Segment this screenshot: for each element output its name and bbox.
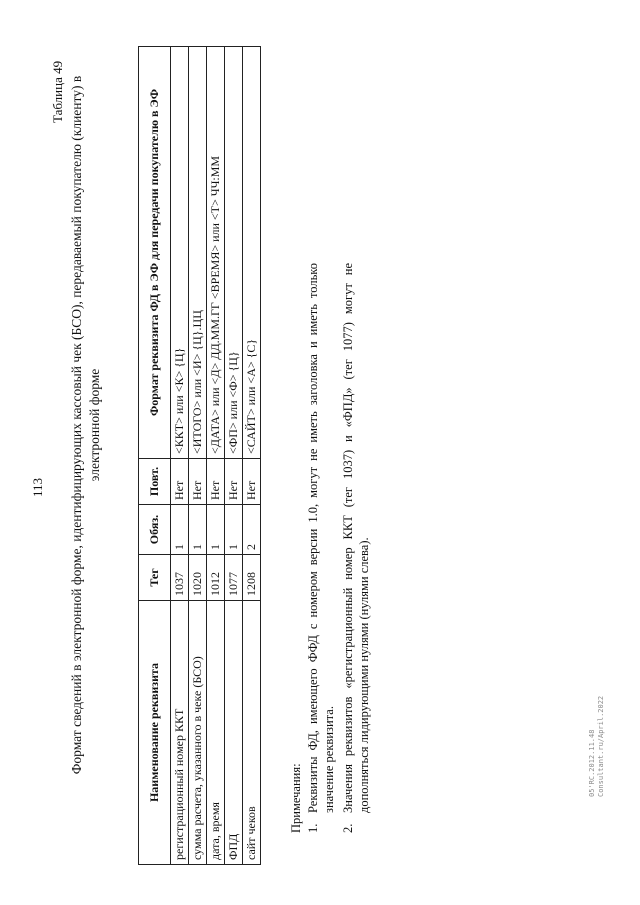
cell-repeat: Нет	[189, 459, 207, 505]
cell-name: регистрационный номер ККТ	[171, 601, 189, 865]
cell-name: ФПД	[225, 601, 243, 865]
table-row	[171, 47, 189, 865]
stamp-line: Consultant.ru/Аpril.2022	[597, 695, 605, 797]
cell-repeat: Нет	[243, 459, 261, 505]
notes-section	[288, 263, 375, 833]
cell-name: дата, время	[207, 601, 225, 865]
header-mandatory: Обяз.	[139, 505, 171, 555]
table-row	[225, 47, 243, 865]
table-row	[207, 47, 225, 865]
cell-format: <ФП> или <Ф> {Ц}	[225, 47, 243, 459]
cell-repeat: Нет	[171, 459, 189, 505]
table-title: Формат сведений в электронной форме, идентифицирующих кассовый чек (БСО), передаваемый покупателю (клиенту) в электронной форме	[69, 75, 102, 775]
cell-name: сайт чеков	[243, 601, 261, 865]
cell-tag: 1037	[171, 555, 189, 601]
cell-mandatory: 1	[225, 505, 243, 555]
note-item	[305, 263, 337, 833]
table-label: Таблица 49	[50, 60, 65, 123]
cell-name: сумма расчета, указанного в чеке (БСО)	[189, 601, 207, 865]
table-row	[243, 47, 261, 865]
header-repeat: Повт.	[139, 459, 171, 505]
note-number: 2.	[341, 823, 355, 833]
notes-heading: Примечания:	[289, 763, 303, 833]
note-text: Реквизиты ФД, имеющего ФФД с номером версии 1.0, могут не иметь заголовка и иметь только значение реквизита.	[306, 263, 336, 813]
cell-mandatory: 1	[207, 505, 225, 555]
header-format: Формат реквизита ФД в ЭФ для передачи покупателю в ЭФ	[139, 47, 171, 459]
cell-format: <САЙТ> или <А> {С}	[243, 47, 261, 459]
cell-mandatory: 2	[243, 505, 261, 555]
table-row	[189, 47, 207, 865]
source-stamp	[588, 637, 606, 797]
note-number: 1.	[306, 823, 320, 833]
cell-mandatory: 1	[171, 505, 189, 555]
header-tag: Тег	[139, 555, 171, 601]
table-header-row	[139, 47, 171, 865]
cell-format: <ИТОГО> или <И> {Ц}.ЦЦ	[189, 47, 207, 459]
stamp-line: 05'RC.2012.11.48	[588, 729, 596, 797]
cell-format: <ККТ> или <К> {Ц}	[171, 47, 189, 459]
page-number: 113	[30, 477, 45, 497]
cell-mandatory: 1	[189, 505, 207, 555]
note-item	[340, 263, 372, 833]
cell-tag: 1077	[225, 555, 243, 601]
requisites-table	[138, 46, 261, 865]
note-text: Значения реквизитов «регистрационный номер ККТ (тег 1037) и «ФПД» (тег 1077) могут не дополняться лидирующими нулями (нулями слева).	[341, 263, 371, 813]
cell-format: <ДАТА> или <Д> ДД.ММ.ГГ <ВРЕМЯ> или <Т> ЧЧ:ММ	[207, 47, 225, 459]
cell-repeat: Нет	[225, 459, 243, 505]
cell-repeat: Нет	[207, 459, 225, 505]
cell-tag: 1020	[189, 555, 207, 601]
header-name: Наименование реквизита	[139, 601, 171, 865]
cell-tag: 1012	[207, 555, 225, 601]
cell-tag: 1208	[243, 555, 261, 601]
